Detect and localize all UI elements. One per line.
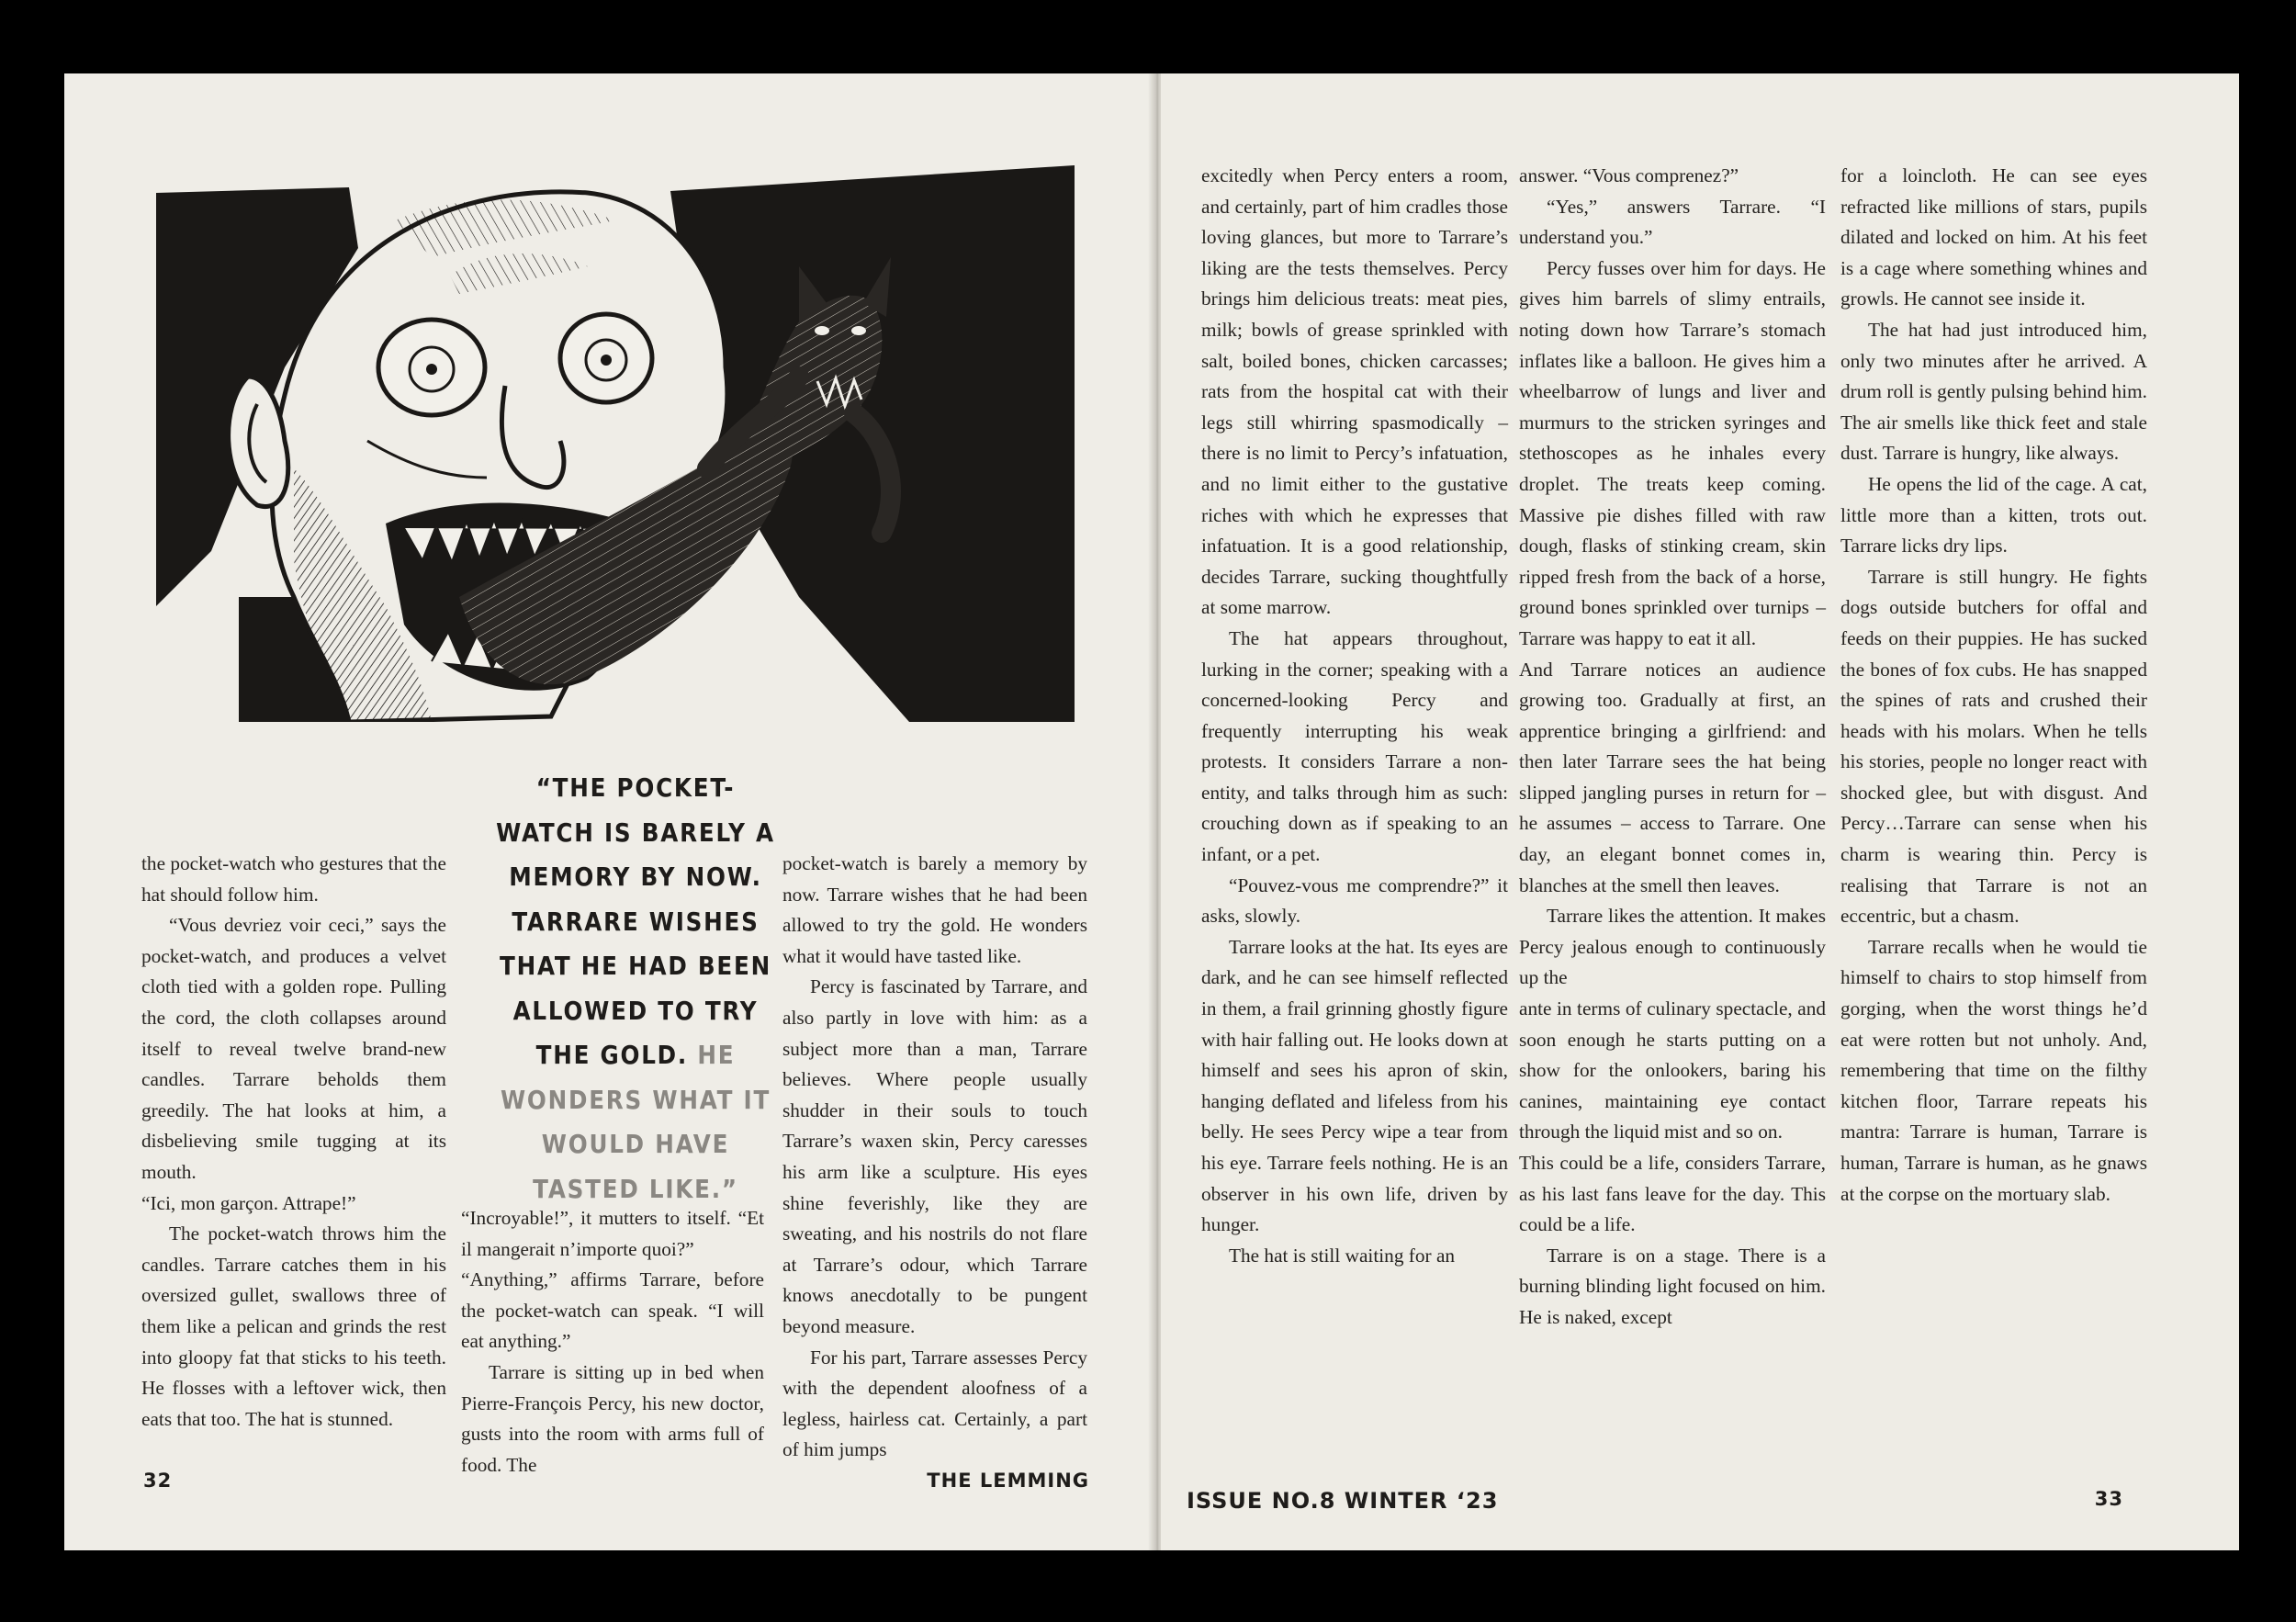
- paragraph: For his part, Tarrare assesses Percy with the dependent aloofness of a legless, hairless cat. Certainly, a part of him jumps: [782, 1346, 1087, 1461]
- paragraph: This could be a life, considers Tarrare, as his last fans leave for the day. This could be a life.: [1519, 1152, 1826, 1236]
- right-page: [1161, 73, 2239, 1550]
- left-column-2-bottom: [461, 1203, 764, 1481]
- paragraph: “Anything,” affirms Tarrare, before the pocket-watch can speak. “I will eat anything.”: [461, 1268, 764, 1353]
- paragraph: excitedly when Percy enters a room, and certainly, part of him cradles those loving glances, but more to Tarrare’s liking are the tests themselves. Percy brings him delicious treats: meat pies, milk; bowls of grease sprinkled with salt, boiled bones, chicken carcasses; rats from the hospital cat with their legs still whirring spasmodically – there is no limit to Percy’s infatuation, and no limit either to the gustative riches with which he expresses that infatuation. It is a good relationship, decides Tarrare, sucking thoughtfully at some marrow.: [1201, 164, 1508, 619]
- paragraph: The hat is still waiting for an: [1229, 1244, 1456, 1267]
- paragraph: The hat appears throughout, lurking in the corner; speaking with a concerned-looking Percy and frequently interrupting his weak protests. It considers Tarrare a non-entity, and talks through him as such: crouching down as if speaking to an infant, or a pet.: [1201, 626, 1508, 866]
- illustration-of-man-devouring-cat: [156, 165, 1075, 722]
- paragraph: for a loincloth. He can see eyes refracted like millions of stars, pupils dilated and locked on him. At his feet is a cage where something whines and growls. He cannot see inside it.: [1840, 164, 2147, 310]
- issue-label: ISSUE NO.8 WINTER ‘23: [1187, 1488, 1499, 1514]
- page-number: 32: [143, 1470, 173, 1492]
- left-column-3: [782, 849, 1087, 1466]
- paragraph: pocket-watch is barely a memory by now. Tarrare wishes that he had been allowed to try the gold. He wonders what it would have tasted like.: [782, 852, 1087, 967]
- paragraph: Tarrare recalls when he would tie himself to chairs to stop himself from gorging, when the worst things he’d eat were rotten but not unholy. And, remembering that time on the filthy kitchen floor, Tarrare repeats his mantra: Tarrare is human, Tarrare is human, Tarrare is human, as he gnaws at the corpse on the mortuary slab.: [1840, 935, 2147, 1205]
- paragraph: Tarrare is on a stage. There is a burning blinding light focused on him. He is naked, except: [1519, 1244, 1826, 1328]
- paragraph: The hat had just introduced him, only two minutes after he arrived. A drum roll is gently pulsing behind him. The air smells like thick feet and stale dust. Tarrare is hungry, like always.: [1840, 318, 2147, 465]
- paragraph: “Vous devriez voir ceci,” says the pocket-watch, and produces a velvet cloth tied with a golden rope. Pulling the cord, the cloth collapses around itself to reveal twelve brand-new candles. Tarrare beholds them greedily. The hat looks at him, a disbelieving smile tugging at its mouth.: [141, 914, 446, 1183]
- page-number: 33: [2094, 1488, 2123, 1510]
- paragraph: Tarrare is sitting up in bed when Pierre-François Percy, his new doctor, gusts into the room with arms full of food. The: [461, 1360, 764, 1476]
- pull-quote-light: HE WONDERS WHAT IT WOULD HAVE TASTED LIKE.”: [500, 1040, 771, 1204]
- paragraph: Tarrare is still hungry. He fights dogs outside butchers for offal and feeds on their puppies. He has sucked the bones of fox cubs. He has snapped the spines of rats and crushed their heads with his molars. When he tells his stories, people no longer react with shocked glee, but with disgust. And Percy…Tarrare can sense when his charm is wearing thin. Percy is realising that Tarrare is not an eccentric, but a chasm.: [1840, 565, 2147, 928]
- paragraph: He opens the lid of the cage. A cat, little more than a kitten, trots out. Tarrare licks dry lips.: [1840, 472, 2147, 558]
- paragraph: the pocket-watch who gestures that the hat should follow him.: [141, 852, 446, 906]
- paragraph: Tarrare likes the attention. It makes Percy jealous enough to continuously up the: [1519, 905, 1826, 989]
- paragraph: Percy is fascinated by Tarrare, and also partly in love with him: as a subject more than a man, Tarrare believes. Where people usually shudder in their souls to touch Tarrare’s waxen skin, Percy caresses his arm like a sculpture. His eyes shine feverishly, like they are sweating, and his nostrils do not flare at Tarrare’s odour, which Tarrare knows anecdotally to be pungent beyond measure.: [782, 975, 1087, 1337]
- left-page: [64, 73, 1154, 1550]
- right-column-1: [1201, 161, 1508, 1271]
- paragraph: Percy fusses over him for days. He gives him barrels of slimy entrails, noting down how Tarrare’s stomach inflates like a balloon. He gives him a wheelbarrow of lungs and liver and murmurs to the stricken syringes and stethoscopes as he inhales every droplet. The treats keep coming. Massive pie dishes filled with raw dough, flasks of stinking cream, skin ripped fresh from the back of a horse, ground bones sprinkled over turnips – Tarrare was happy to eat it all.: [1519, 256, 1826, 649]
- paragraph: answer. “Vous comprenez?”: [1519, 164, 1739, 186]
- right-column-3: [1840, 161, 2147, 1210]
- paragraph: ante in terms of culinary spectacle, and soon enough he starts putting on a show for the onlookers, baring his canines, maintaining eye contact through the liquid mist and so on.: [1519, 997, 1826, 1143]
- left-column-1: [141, 849, 446, 1435]
- paragraph: Tarrare looks at the hat. Its eyes are dark, and he can see himself reflected in them, a frail grinning ghostly figure with hair falling out. He looks down at himself and sees his apron of skin, hanging deflated and lifeless from his belly. He sees Percy wipe a tear from his eye. Tarrare feels nothing. He is an observer in his own life, driven by hunger.: [1201, 935, 1508, 1236]
- pull-quote-dark: “THE POCKET-WATCH IS BARELY A MEMORY BY NOW. TARRARE WISHES THAT HE HAD BEEN ALLOWED TO TRY THE GOLD.: [496, 772, 775, 1070]
- paragraph: And Tarrare notices an audience growing too. Gradually at first, an apprentice bringing a girlfriend: and then later Tarrare sees the hat being slipped jangling purses in return for – he assumes – access to Tarrare. One day, an elegant bonnet comes in, blanches at the smell then leaves.: [1519, 658, 1826, 896]
- paragraph: “Ici, mon garçon. Attrape!”: [141, 1191, 356, 1214]
- pull-quote: [490, 766, 782, 1211]
- paragraph: “Incroyable!”, it mutters to itself. “Et il mangerait n’importe quoi?”: [461, 1207, 764, 1260]
- paragraph: The pocket-watch throws him the candles. Tarrare catches them in his oversized gullet, swallows three of them like a pelican and grinds the rest into gloopy fat that sticks to his teeth. He flosses with a leftover wick, then eats that too. The hat is stunned.: [141, 1222, 446, 1430]
- paragraph: “Pouvez-vous me comprendre?” it asks, slowly.: [1201, 873, 1508, 928]
- paragraph: “Yes,” answers Tarrare. “I understand you.”: [1519, 195, 1826, 249]
- right-column-2: [1519, 161, 1826, 1334]
- magazine-name: THE LEMMING: [927, 1470, 1089, 1492]
